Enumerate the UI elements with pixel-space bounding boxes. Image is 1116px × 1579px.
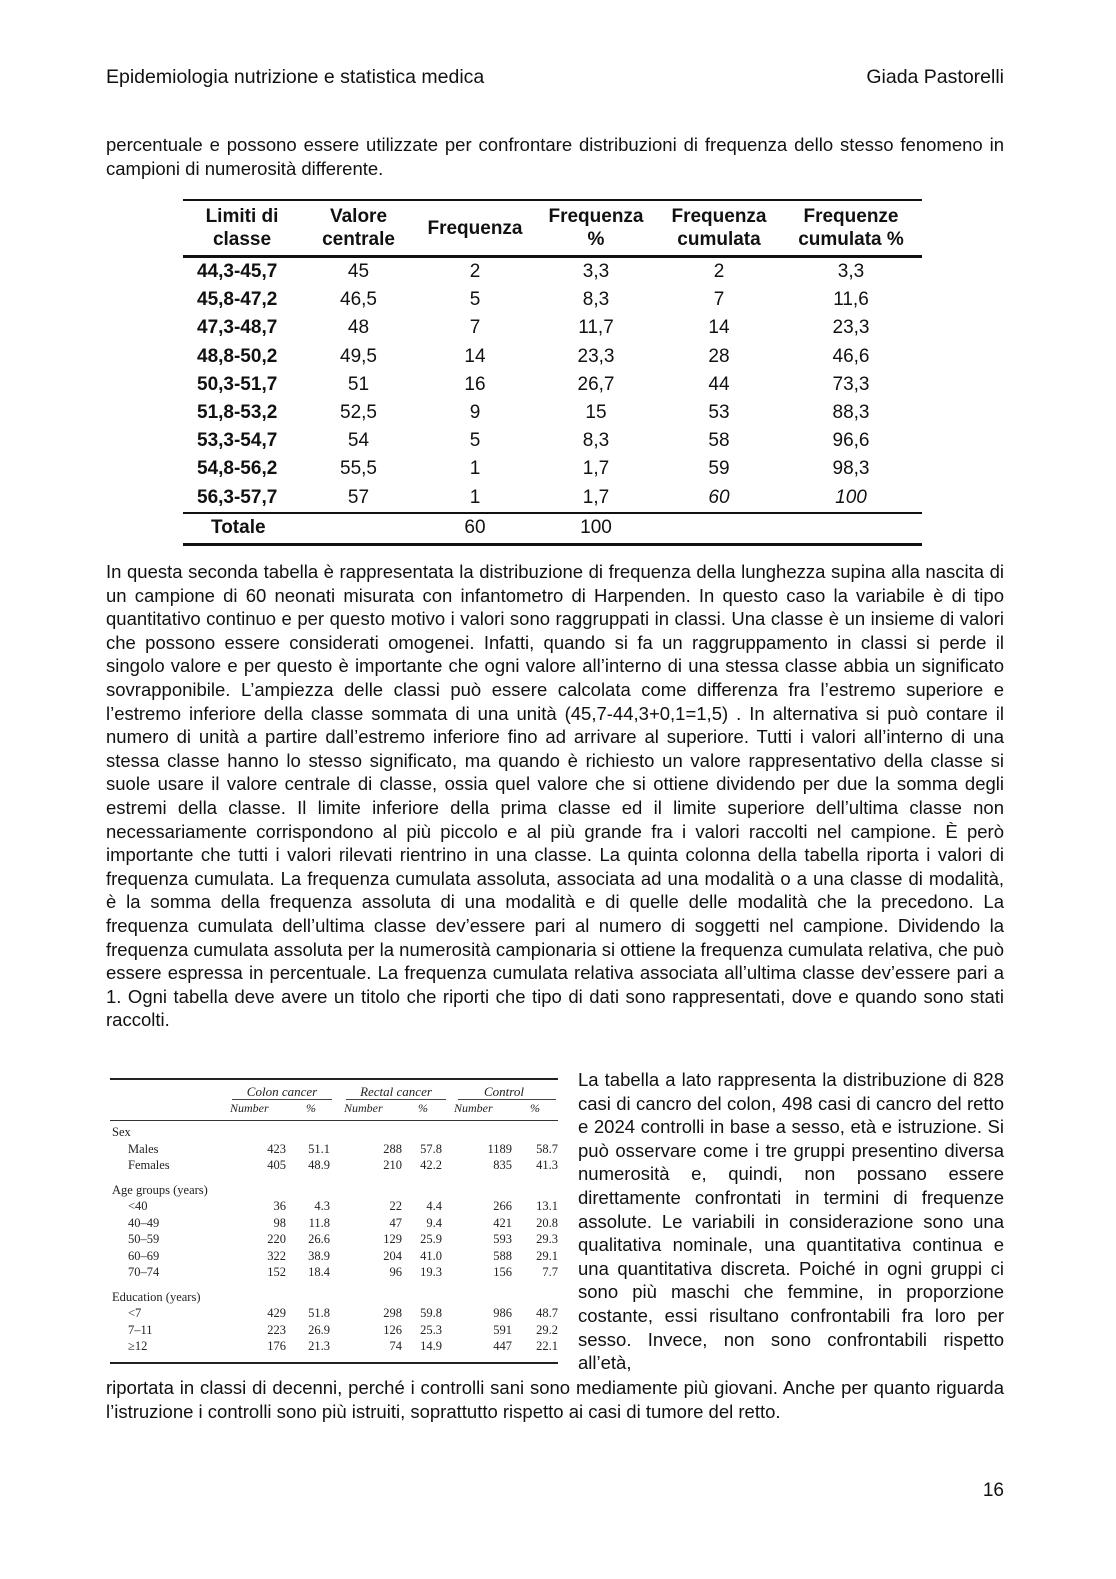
table-row: [183, 257, 922, 287]
section-title: [110, 1290, 558, 1306]
table-cell: 60: [708, 486, 730, 508]
table-cell: 176: [267, 1339, 286, 1353]
table-cell: 421: [493, 1215, 512, 1230]
total-row: [183, 513, 922, 545]
table-cell: 423: [267, 1141, 286, 1156]
table-cell: 1189: [487, 1141, 512, 1156]
table-cell: 98,3: [832, 458, 870, 480]
table-cell: 52,5: [340, 402, 377, 424]
table-row: [110, 1265, 558, 1281]
table-cell: 57: [347, 486, 370, 508]
table-cell: 1,7: [582, 486, 610, 508]
table-cell: 9: [469, 402, 481, 424]
table-cell: 51.1: [308, 1141, 330, 1156]
row-label: <7: [128, 1306, 142, 1320]
table-cell: 322: [267, 1248, 286, 1263]
table-cell: 152: [267, 1265, 286, 1279]
col-limiti: [183, 200, 301, 257]
subheader: %: [306, 1101, 316, 1115]
group-rule: [346, 1099, 446, 1100]
group-rule: [232, 1099, 332, 1100]
table-row: [110, 1306, 558, 1322]
row-label: 60–69: [128, 1248, 160, 1263]
table-row: [183, 314, 922, 342]
table-cell: 204: [383, 1248, 402, 1263]
table-rule: [110, 1078, 558, 1080]
page-header: [106, 66, 1004, 92]
table-cell: 19.3: [420, 1265, 442, 1279]
table-cell: 48.9: [308, 1158, 330, 1172]
table-cell: 48.7: [536, 1306, 558, 1320]
group-rule: [458, 1099, 556, 1100]
table-cell: 51: [347, 373, 370, 395]
table-cell: 593: [493, 1232, 512, 1246]
table-cell: 7: [469, 317, 481, 339]
table-cell: 986: [493, 1306, 512, 1320]
table-cell: 9.4: [426, 1215, 442, 1230]
section-label: Education (years): [112, 1289, 201, 1304]
table-cell: 88,3: [832, 402, 870, 424]
table-cell: 57.8: [420, 1141, 442, 1156]
table-cell: 14.9: [420, 1339, 442, 1353]
table-cell: 8,3: [582, 289, 610, 311]
cancer-table: [110, 1074, 558, 1366]
table-cell: 53: [708, 402, 730, 424]
table-cell: 22: [389, 1199, 402, 1213]
total-cell: Totale: [183, 513, 301, 545]
table-cell: 38.9: [308, 1248, 330, 1263]
table-cell: 20.8: [536, 1215, 558, 1230]
table-cell: 3,3: [837, 261, 865, 283]
table-cell: 447: [493, 1339, 512, 1353]
table-cell: 210: [383, 1158, 402, 1172]
group-header: Colon cancer: [246, 1084, 318, 1099]
table-cell: 23,3: [577, 345, 615, 367]
header-title: Epidemiologia nutrizione e statistica medica: [106, 66, 485, 88]
paragraph-intro: percentuale e possono essere utilizzate per confrontare distribuzioni di frequenza dello stesso fenomeno in campioni di numerosità differente.: [106, 134, 1004, 179]
table-cell: 4.4: [426, 1199, 442, 1213]
table-row: [183, 427, 922, 455]
table-cell: 2: [713, 261, 725, 283]
table-row: [110, 1249, 558, 1265]
table-cell: 7: [713, 289, 725, 311]
col-header-text: Valore centrale: [322, 206, 395, 250]
table-cell: 405: [267, 1158, 286, 1172]
table-cell: 4.3: [314, 1199, 330, 1213]
table-cell: 1: [469, 458, 481, 480]
table-cell: 47: [389, 1215, 402, 1230]
class-limits-cell: 54,8-56,2: [197, 458, 278, 480]
table-cell: 44: [708, 373, 730, 395]
table-cell: 41.3: [536, 1158, 558, 1172]
table-cell: 13.1: [536, 1199, 558, 1213]
table-cell: 59.8: [420, 1306, 442, 1320]
table-cell: 298: [383, 1306, 402, 1320]
table-cell: 8,3: [582, 430, 610, 452]
table-cell: 588: [493, 1248, 512, 1263]
table-row: [110, 1323, 558, 1339]
class-limits-cell: 48,8-50,2: [197, 345, 278, 367]
total-cell: [658, 513, 780, 545]
subheader: Number: [230, 1101, 269, 1115]
table-cell: 25.3: [420, 1322, 442, 1337]
table-cell: 22.1: [536, 1339, 558, 1353]
table-cell: 25.9: [420, 1232, 442, 1246]
total-cell: [301, 513, 416, 545]
table-cell: 223: [267, 1322, 286, 1337]
table-cell: 5: [469, 430, 481, 452]
total-cell: 100: [534, 513, 658, 545]
group-header: Rectal cancer: [360, 1084, 432, 1099]
table-cell: 7.7: [542, 1265, 558, 1279]
table-row: [183, 484, 922, 513]
table-cell: 15: [585, 402, 607, 424]
table-cell: 26.9: [308, 1322, 330, 1337]
subheader: %: [530, 1101, 540, 1115]
class-limits-cell: 56,3-57,7: [197, 486, 278, 508]
table-cell: 156: [493, 1265, 512, 1279]
section-title: [110, 1125, 558, 1141]
table-row: [183, 371, 922, 399]
table-cell: 18.4: [308, 1265, 330, 1279]
table-cell: 100: [835, 486, 867, 508]
section-label: Sex: [112, 1125, 131, 1139]
table-row: [183, 455, 922, 483]
table-cell: 29.1: [536, 1248, 558, 1263]
table-rule: [110, 1362, 558, 1364]
col-header-text: Frequenza: [427, 217, 523, 239]
col-frequenza-pct: [534, 200, 658, 257]
table-cell: 26,7: [577, 373, 615, 395]
table-cell: 3,3: [582, 261, 610, 283]
col-cumulata-pct: [780, 200, 922, 257]
col-valore: [301, 200, 416, 257]
table-cell: 14: [464, 345, 486, 367]
table-cell: 48: [347, 317, 370, 339]
table-cell: 1: [469, 486, 481, 508]
table-cell: 21.3: [308, 1339, 330, 1353]
table-cell: 28: [708, 345, 730, 367]
section-label: Age groups (years): [112, 1182, 208, 1197]
table-cell: 429: [267, 1306, 286, 1320]
table-cell: 51.8: [308, 1306, 330, 1320]
table-cell: 11.8: [308, 1215, 330, 1230]
table-cell: 96,6: [832, 430, 870, 452]
table-row: [183, 343, 922, 371]
class-limits-cell: 53,3-54,7: [197, 430, 278, 452]
page-number: 16: [982, 1480, 1004, 1501]
table-cell: 16: [464, 373, 486, 395]
paragraph-explanation: In questa seconda tabella è rappresentata la distribuzione di frequenza della lunghezza supina alla nascita di un campione di 60 neonati misurata con infantometro di Harpenden. In questo caso la variabile è di tipo quantitativo continuo e per questo motivo i valori sono raggruppati in classi. Una classe è un insieme di valori che possono essere considerati omogenei. Infatti, quando si fa un raggruppamento in classi si perde il singolo valore e per questo è importante che ogni valore all’interno di una stessa classe abbia un significato sovrapponibile. L’ampiezza delle classi può essere calcolata come differenza fra l’estremo superiore e l’estremo inferiore della classe sommata di una unità (45,7-44,3+0,1=1,5) . In alternativa si può contare il numero di unità a partire dall’estremo inferiore fino ad arrivare al superiore. Tutti i valori all’interno di una stessa classe hanno lo stesso significato, ma quando è richiesto un valore rappresentativo della classe si suole usare il valore centrale di classe, ossia quel valore che si ottiene dividendo per due la somma degli estremi della classe. Il limite inferiore della prima classe ed il limite superiore dell’ultima classe non necessariamente corrispondono al più piccolo e al più grande fra i valori raccolti nel campione. È però importante che tutti i valori rilevati rientrino in una classe. La quinta colonna della tabella riporta i valori di frequenza cumulata. La frequenza cumulata assoluta, associata ad una modalità o a una classe di modalità, è la somma della frequenza assoluta di una modalità e di quelle delle modalità che la precedono. La frequenza cumulata dell’ultima classe dev’essere pari al numero di soggetti nel campione. Dividendo la frequenza cumulata assoluta per la numerosità campionaria si ottiene la frequenza cumulata relativa, che può essere espressa in percentuale. La frequenza cumulata relativa associata all’ultima classe dev’essere pari a 1. Ogni tabella deve avere un titolo che riporti che tipo di dati sono rappresentati, dove e quando sono stati raccolti.: [106, 561, 1004, 1031]
table-cell: 129: [383, 1232, 402, 1246]
table-cell: 1,7: [582, 458, 610, 480]
table-cell: 835: [493, 1158, 512, 1172]
table-cell: 26.6: [308, 1232, 330, 1246]
row-label: 40–49: [128, 1215, 160, 1230]
table-cell: 14: [708, 317, 730, 339]
total-cell: [780, 513, 922, 545]
row-label: 50–59: [128, 1232, 160, 1246]
subheader: Number: [454, 1101, 493, 1115]
class-limits-cell: 51,8-53,2: [197, 402, 278, 424]
class-limits-cell: 44,3-45,7: [197, 261, 278, 283]
table-cell: 42.2: [420, 1158, 442, 1172]
subheader: Number: [344, 1101, 383, 1115]
table-cell: 46,5: [340, 289, 377, 311]
row-label: Males: [128, 1141, 159, 1156]
table-row: [110, 1216, 558, 1232]
class-limits-cell: 45,8-47,2: [197, 289, 278, 311]
col-frequenza: [416, 200, 534, 257]
table-row: [110, 1142, 558, 1158]
table-cell: 5: [469, 289, 481, 311]
frequency-table: [183, 199, 922, 541]
header-author: Giada Pastorelli: [866, 66, 1004, 88]
table-cell: 11,7: [578, 317, 614, 339]
table-cell: 41.0: [420, 1248, 442, 1263]
table-cell: 36: [273, 1199, 286, 1213]
col-header-text: Frequenza %: [548, 206, 644, 250]
table-cell: 45: [347, 261, 370, 283]
col-header-text: Limiti di classe: [205, 206, 279, 250]
table-row: [183, 286, 922, 314]
table-cell: 46,6: [832, 345, 870, 367]
paragraph-side: La tabella a lato rappresenta la distribuzione di 828 casi di cancro del colon, 498 casi di cancro del retto e 2024 controlli in base a sesso, età e istruzione. Si può osservare come i tre gruppi presentino diversa numerosità e, quindi, non possano essere direttamente confrontati in termini di frequenze assolute. Le variabili in considerazione sono una qualitativa nominale, una quantitativa continua e una quantitativa discreta. Poiché in ogni gruppi ci sono più maschi che femmine, in proporzione costante, essi risultano confrontabili fra loro per sesso. Invece, non sono confrontabili rispetto all’età,: [578, 1069, 1004, 1374]
col-header-text: Frequenze cumulata %: [798, 206, 904, 250]
col-header-text: Frequenza cumulata: [671, 206, 767, 250]
table-cell: 266: [493, 1199, 512, 1213]
table-cell: 73,3: [832, 373, 870, 395]
row-label: ≥12: [128, 1339, 148, 1353]
row-label: Females: [128, 1158, 170, 1172]
table-cell: 29.3: [536, 1232, 558, 1246]
table-row: [110, 1158, 558, 1174]
table-cell: 59: [708, 458, 730, 480]
table-cell: 23,3: [832, 317, 870, 339]
table-row: [110, 1199, 558, 1215]
table-row: [183, 399, 922, 427]
table-cell: 55,5: [340, 458, 377, 480]
table-cell: 98: [273, 1215, 286, 1230]
group-header: Control: [484, 1084, 524, 1099]
table-cell: 591: [493, 1322, 512, 1337]
table-cell: 58.7: [536, 1141, 558, 1156]
row-label: 7–11: [128, 1322, 153, 1337]
table-cell: 29.2: [536, 1322, 558, 1337]
paragraph-conclusion: riportata in classi di decenni, perché i controlli sani sono mediamente più giovani. Anche per quanto riguarda l’istruzione i controlli sono più istruiti, soprattutto rispetto ai casi di tumore del retto.: [106, 1377, 1004, 1422]
table-cell: 58: [708, 430, 730, 452]
class-limits-cell: 50,3-51,7: [197, 373, 278, 395]
row-label: 70–74: [128, 1265, 160, 1279]
subheader: %: [418, 1101, 428, 1115]
class-limits-cell: 47,3-48,7: [197, 317, 278, 339]
table-cell: 49,5: [340, 345, 377, 367]
table-cell: 2: [469, 261, 481, 283]
table-row: [110, 1339, 558, 1355]
section-title: [110, 1183, 558, 1199]
table-cell: 54: [347, 430, 370, 452]
col-cumulata: [658, 200, 780, 257]
table-cell: 96: [389, 1265, 402, 1279]
table-cell: 126: [383, 1322, 402, 1337]
table-cell: 220: [267, 1232, 286, 1246]
table-cell: 288: [383, 1141, 402, 1156]
row-label: <40: [128, 1199, 148, 1213]
table-cell: 74: [389, 1339, 402, 1353]
table-cell: 11,6: [833, 289, 869, 311]
total-cell: 60: [416, 513, 534, 545]
table-row: [110, 1232, 558, 1248]
table-rule: [110, 1120, 558, 1121]
